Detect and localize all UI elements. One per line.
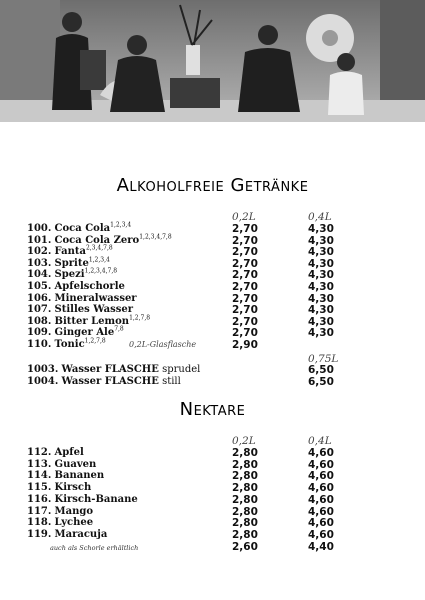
item-number: 102. <box>27 246 52 258</box>
price-02l: 2,80 <box>232 447 258 459</box>
item-name: Coca Cola Zero <box>54 234 140 246</box>
bottle-row <box>27 364 407 376</box>
item-number: 109. <box>27 327 52 339</box>
vintage-photo-illustration <box>0 0 425 122</box>
item-name: Kirsch-Banane <box>54 493 138 505</box>
price-04l: 4,60 <box>308 505 334 518</box>
price-04l: 4,60 <box>308 528 334 541</box>
price-02l: 2,70 <box>232 304 258 317</box>
item-number: 104. <box>27 269 52 281</box>
item-name: Coca Cola <box>54 223 111 234</box>
price-02l: 2,80 <box>232 493 258 506</box>
allergen-codes: 1,2,3,4,7,8 <box>139 233 172 241</box>
item-name: Apfelschorle <box>54 281 125 292</box>
schorle-note: auch als Schorle erhältlich <box>50 544 139 552</box>
item-number: 1003. <box>27 364 59 375</box>
menu-row <box>27 447 407 459</box>
price-04l: 4,30 <box>308 304 334 317</box>
item-number: 100. <box>27 223 52 234</box>
menu-row <box>27 482 407 494</box>
col-head-02l: 0,2L <box>232 211 256 223</box>
menu-row <box>27 223 407 235</box>
item-number: 105. <box>27 281 52 292</box>
price-04l: 4,60 <box>308 458 334 471</box>
price-04l: 4,60 <box>308 482 334 495</box>
schorle-price-02l: 2,60 <box>232 541 258 553</box>
price-02l: 2,70 <box>232 246 258 259</box>
allergen-codes: 1,2,3,4,7,8 <box>84 268 118 276</box>
price-04l: 4,30 <box>308 281 334 293</box>
item-number: 112. <box>27 447 52 458</box>
menu-row <box>27 339 407 351</box>
menu-row <box>27 246 407 258</box>
item-number: 118. <box>27 517 52 529</box>
item-number: 119. <box>27 528 52 540</box>
allergen-codes: 1,2,7,8 <box>129 314 151 322</box>
item-number: 101. <box>27 234 52 246</box>
price-02l: 2,80 <box>232 470 258 483</box>
price-04l: 4,30 <box>308 292 334 305</box>
allergen-codes: 1,2,7,8 <box>84 337 106 345</box>
price-075l: 6,50 <box>308 375 334 388</box>
item-name: Wasser FLASCHE <box>61 375 159 387</box>
item-variant: sprudel <box>162 364 201 375</box>
menu-row <box>27 293 407 305</box>
item-name: Kirsch <box>54 482 92 494</box>
price-04l: 4,30 <box>308 246 334 259</box>
item-name: Guaven <box>54 458 97 470</box>
item-variant: still <box>162 375 181 387</box>
item-number: 106. <box>27 292 52 304</box>
price-02l: 2,80 <box>232 458 258 471</box>
item-number: 107. <box>27 304 52 316</box>
header-photo <box>0 0 425 122</box>
item-name: Maracuja <box>54 528 108 540</box>
col-head-04l: 0,4L <box>308 211 332 223</box>
price-04l: 4,30 <box>308 315 334 328</box>
price-02l: 2,80 <box>232 482 258 495</box>
price-02l: 2,80 <box>232 528 258 541</box>
item-number: 116. <box>27 493 52 505</box>
menu-row <box>27 506 407 518</box>
item-name: Stilles Wasser <box>54 304 133 316</box>
menu-row <box>27 316 407 328</box>
price-02l: 2,80 <box>232 505 258 518</box>
section-title-alkoholfreie: Alkoholfreie Getränke <box>116 175 309 196</box>
price-02l: 2,90 <box>232 339 258 351</box>
menu-row <box>27 235 407 247</box>
schorle-price-04l: 4,40 <box>308 541 334 553</box>
item-name: Spezi <box>54 269 85 281</box>
price-04l: 4,30 <box>308 223 334 235</box>
price-02l: 2,70 <box>232 269 258 282</box>
price-02l: 2,70 <box>232 257 258 270</box>
price-02l: 2,70 <box>232 327 258 340</box>
allergen-codes: 1,2,3,4 <box>110 221 132 229</box>
price-04l: 4,30 <box>308 234 334 247</box>
item-name: Tonic <box>54 339 85 350</box>
item-number: 113. <box>27 458 52 470</box>
bottle-row <box>27 376 407 388</box>
price-04l: 4,60 <box>308 447 334 459</box>
menu-row <box>27 470 407 482</box>
item-name: Bitter Lemon <box>54 315 130 327</box>
price-02l: 2,70 <box>232 234 258 247</box>
item-number: 115. <box>27 482 52 494</box>
item-name: Apfel <box>54 447 84 458</box>
price-02l: 2,80 <box>232 517 258 530</box>
allergen-codes: 2,3,4,7,8 <box>85 244 113 252</box>
price-02l: 2,70 <box>232 315 258 328</box>
item-name: Wasser FLASCHE <box>61 364 159 375</box>
price-02l: 2,70 <box>232 223 258 235</box>
menu-row <box>27 459 407 471</box>
menu-row <box>27 269 407 281</box>
item-name: Fanta <box>54 246 86 258</box>
menu-row <box>27 517 407 529</box>
allergen-codes: 7,8 <box>114 326 124 334</box>
item-name: Lychee <box>54 517 94 529</box>
item-number: 114. <box>27 470 52 482</box>
allergen-codes: 1,2,3,4 <box>88 256 110 264</box>
item-number: 110. <box>27 339 52 350</box>
section-title-nektare: Nektare <box>179 399 246 420</box>
price-02l: 2,70 <box>232 292 258 305</box>
col-head-02l-nektare: 0,2L <box>232 435 256 447</box>
item-name: Sprite <box>54 257 89 269</box>
price-02l: 2,70 <box>232 281 258 293</box>
item-name: Mineralwasser <box>54 292 137 304</box>
menu-row <box>27 529 407 541</box>
item-name: Ginger Ale <box>54 327 115 339</box>
item-number: 103. <box>27 257 52 269</box>
item-note: 0,2L-Glasflasche <box>129 340 197 349</box>
price-04l: 4,60 <box>308 493 334 506</box>
col-head-04l-nektare: 0,4L <box>308 435 332 447</box>
price-04l: 4,30 <box>308 257 334 270</box>
item-name: Bananen <box>54 470 105 482</box>
menu-row <box>27 494 407 506</box>
price-04l: 4,60 <box>308 517 334 530</box>
col-head-075l: 0,75L <box>308 353 339 365</box>
item-number: 117. <box>27 505 52 517</box>
price-075l: 6,50 <box>308 364 334 376</box>
item-number: 1004. <box>27 375 59 387</box>
price-04l: 4,60 <box>308 470 334 483</box>
price-04l: 4,30 <box>308 327 334 340</box>
price-04l: 4,30 <box>308 269 334 282</box>
item-name: Mango <box>54 505 94 517</box>
menu-row <box>27 304 407 316</box>
item-number: 108. <box>27 315 52 327</box>
menu-row <box>27 281 407 293</box>
